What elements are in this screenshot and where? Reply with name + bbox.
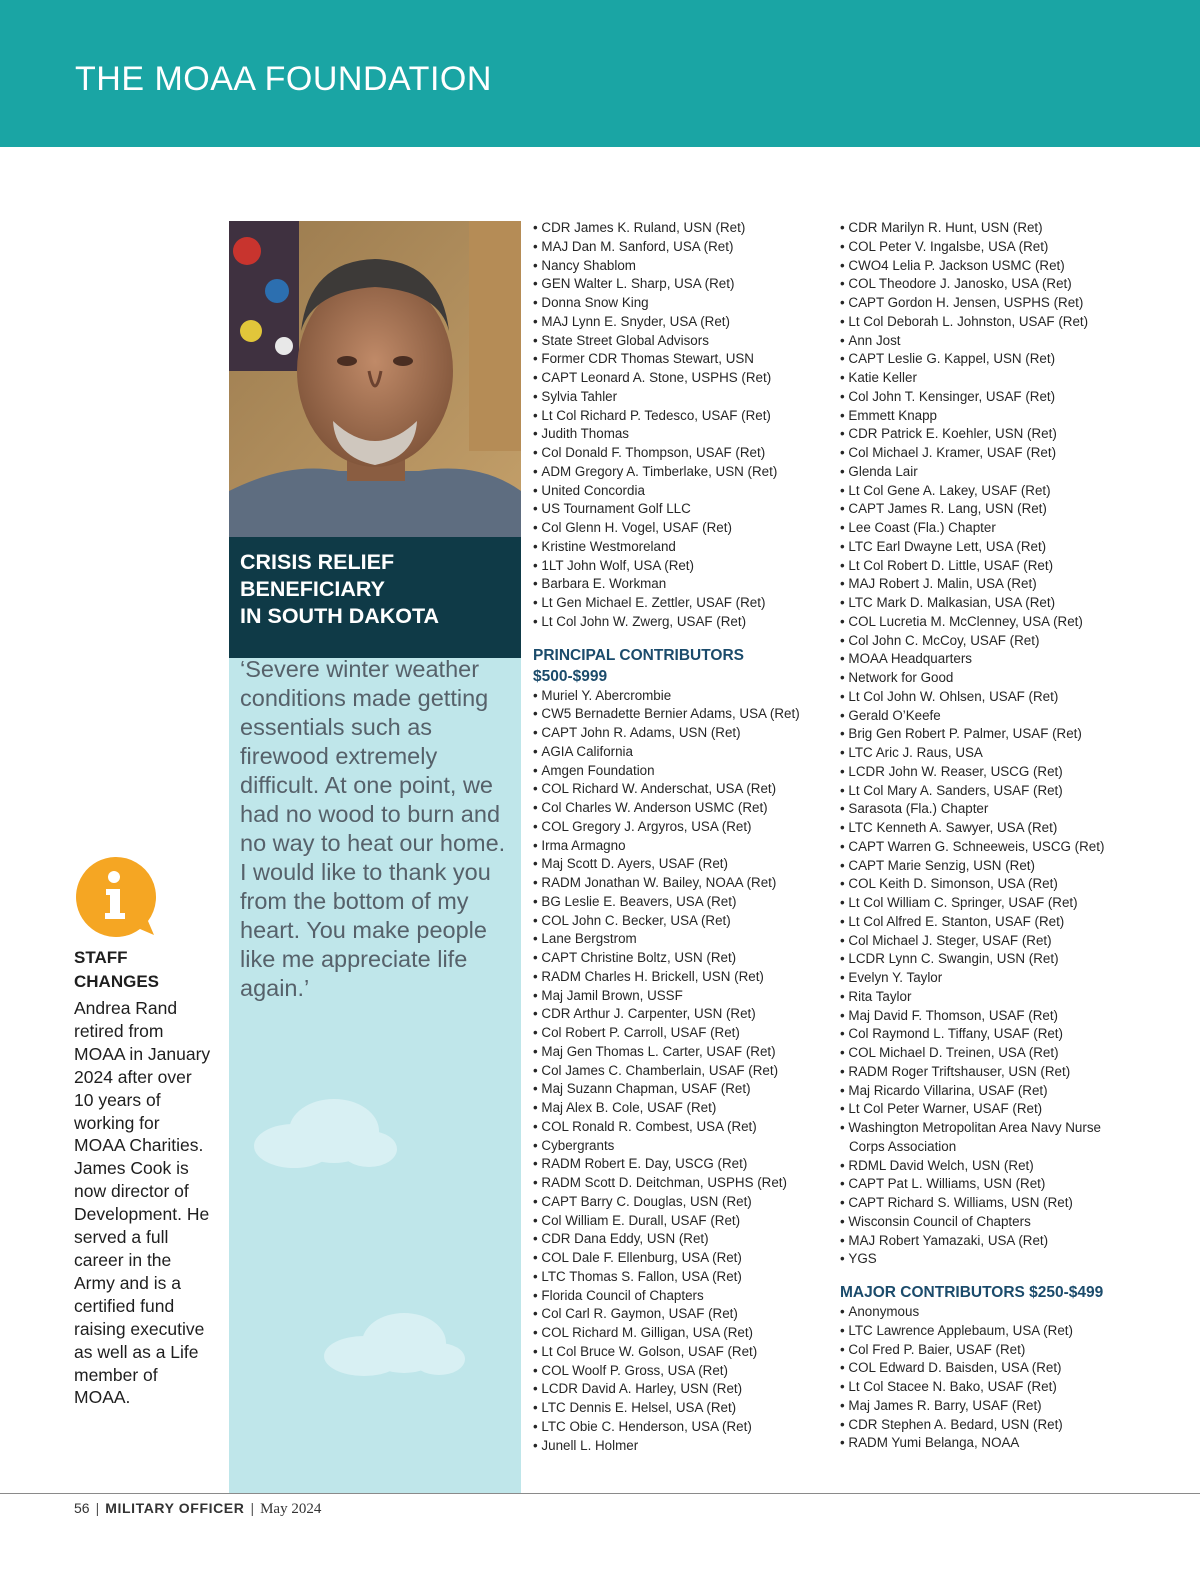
donor-name: • LTC Thomas S. Fallon, USA (Ret) bbox=[533, 1268, 833, 1287]
donor-name: • Maj Alex B. Cole, USAF (Ret) bbox=[533, 1099, 833, 1118]
donor-column-1 bbox=[533, 219, 833, 1455]
donor-name: • Rita Taylor bbox=[840, 988, 1140, 1007]
donor-name: • Gerald O’Keefe bbox=[840, 707, 1140, 726]
donor-list-continued bbox=[533, 219, 833, 632]
principal-contributors-heading bbox=[533, 645, 833, 687]
donor-name: • AGIA California bbox=[533, 743, 833, 762]
donor-name: • Irma Armagno bbox=[533, 837, 833, 856]
donor-name: • LCDR Lynn C. Swangin, USN (Ret) bbox=[840, 950, 1140, 969]
donor-name: • Network for Good bbox=[840, 669, 1140, 688]
donor-name: • COL Richard W. Anderschat, USA (Ret) bbox=[533, 780, 833, 799]
donor-name: • Judith Thomas bbox=[533, 425, 833, 444]
donor-name: • RADM Jonathan W. Bailey, NOAA (Ret) bbox=[533, 874, 833, 893]
donor-name: • CW5 Bernadette Bernier Adams, USA (Ret) bbox=[533, 705, 833, 724]
page-number: 56 bbox=[74, 1500, 90, 1516]
donor-name: • Col Raymond L. Tiffany, USAF (Ret) bbox=[840, 1025, 1140, 1044]
donor-name: • United Concordia bbox=[533, 482, 833, 501]
donor-name: • RADM Scott D. Deitchman, USPHS (Ret) bbox=[533, 1174, 833, 1193]
donor-name: • MOAA Headquarters bbox=[840, 650, 1140, 669]
footer-separator: | bbox=[250, 1500, 255, 1516]
issue-date: May 2024 bbox=[260, 1501, 322, 1517]
caption-line: BENEFICIARY bbox=[240, 577, 385, 601]
donor-name: • CAPT Warren G. Schneeweis, USCG (Ret) bbox=[840, 838, 1140, 857]
principal-contributors-list bbox=[533, 687, 833, 1456]
feature-panel bbox=[229, 221, 521, 1493]
donor-name: • RADM Yumi Belanga, NOAA bbox=[840, 1434, 1140, 1453]
donor-name: • Anonymous bbox=[840, 1303, 1140, 1322]
donor-name: • COL Richard M. Gilligan, USA (Ret) bbox=[533, 1324, 833, 1343]
donor-name: • Col Michael J. Kramer, USAF (Ret) bbox=[840, 444, 1140, 463]
donor-name: • RADM Roger Triftshauser, USN (Ret) bbox=[840, 1063, 1140, 1082]
donor-name: • RDML David Welch, USN (Ret) bbox=[840, 1157, 1140, 1176]
caption-line: IN SOUTH DAKOTA bbox=[240, 604, 440, 628]
donor-name: • COL Gregory J. Argyros, USA (Ret) bbox=[533, 818, 833, 837]
donor-name: • Nancy Shablom bbox=[533, 257, 833, 276]
donor-name: • Kristine Westmoreland bbox=[533, 538, 833, 557]
donor-name: • Maj David F. Thomson, USAF (Ret) bbox=[840, 1007, 1140, 1026]
header-band bbox=[0, 0, 1200, 147]
donor-name: • CDR James K. Ruland, USN (Ret) bbox=[533, 219, 833, 238]
donor-name: • Muriel Y. Abercrombie bbox=[533, 687, 833, 706]
donor-name: • COL Michael D. Treinen, USA (Ret) bbox=[840, 1044, 1140, 1063]
donor-name: • Lt Col William C. Springer, USAF (Ret) bbox=[840, 894, 1140, 913]
footer-separator: | bbox=[95, 1500, 100, 1516]
donor-name: • COL Lucretia M. McClenney, USA (Ret) bbox=[840, 613, 1140, 632]
donor-name: • Lt Col Alfred E. Stanton, USAF (Ret) bbox=[840, 913, 1140, 932]
donor-name: • Lt Col Peter Warner, USAF (Ret) bbox=[840, 1100, 1140, 1119]
donor-name: • CAPT Richard S. Williams, USN (Ret) bbox=[840, 1194, 1140, 1213]
donor-name: • Lt Col Gene A. Lakey, USAF (Ret) bbox=[840, 482, 1140, 501]
donor-name: • LTC Aric J. Raus, USA bbox=[840, 744, 1140, 763]
donor-name: • LCDR David A. Harley, USN (Ret) bbox=[533, 1380, 833, 1399]
donor-name: • CAPT Gordon H. Jensen, USPHS (Ret) bbox=[840, 294, 1140, 313]
donor-name: • Florida Council of Chapters bbox=[533, 1287, 833, 1306]
donor-name: • LTC Earl Dwayne Lett, USA (Ret) bbox=[840, 538, 1140, 557]
beneficiary-photo bbox=[229, 221, 521, 537]
donor-name: • Maj Scott D. Ayers, USAF (Ret) bbox=[533, 855, 833, 874]
donor-name: • Col John T. Kensinger, USAF (Ret) bbox=[840, 388, 1140, 407]
donor-name: • Lt Col John W. Ohlsen, USAF (Ret) bbox=[840, 688, 1140, 707]
donor-name: • ADM Gregory A. Timberlake, USN (Ret) bbox=[533, 463, 833, 482]
donor-name: • Barbara E. Workman bbox=[533, 575, 833, 594]
donor-name: • COL Peter V. Ingalsbe, USA (Ret) bbox=[840, 238, 1140, 257]
donor-name: • Col Fred P. Baier, USAF (Ret) bbox=[840, 1341, 1140, 1360]
donor-name: • COL Dale F. Ellenburg, USA (Ret) bbox=[533, 1249, 833, 1268]
donor-name: • LTC Obie C. Henderson, USA (Ret) bbox=[533, 1418, 833, 1437]
donor-name: • BG Leslie E. Beavers, USA (Ret) bbox=[533, 893, 833, 912]
donor-name: • LTC Kenneth A. Sawyer, USA (Ret) bbox=[840, 819, 1140, 838]
donor-name: • Lee Coast (Fla.) Chapter bbox=[840, 519, 1140, 538]
donor-name: • LTC Mark D. Malkasian, USA (Ret) bbox=[840, 594, 1140, 613]
donor-name: • COL Theodore J. Janosko, USA (Ret) bbox=[840, 275, 1140, 294]
donor-name: • CAPT Pat L. Williams, USN (Ret) bbox=[840, 1175, 1140, 1194]
donor-name: • Emmett Knapp bbox=[840, 407, 1140, 426]
cloud-illustration bbox=[319, 1301, 469, 1381]
donor-name: • LCDR John W. Reaser, USCG (Ret) bbox=[840, 763, 1140, 782]
donor-name: • Lt Col Deborah L. Johnston, USAF (Ret) bbox=[840, 313, 1140, 332]
donor-name: • RADM Robert E. Day, USCG (Ret) bbox=[533, 1155, 833, 1174]
donor-name: • CDR Marilyn R. Hunt, USN (Ret) bbox=[840, 219, 1140, 238]
donor-name: • Lt Col Richard P. Tedesco, USAF (Ret) bbox=[533, 407, 833, 426]
donor-name: • CAPT Leonard A. Stone, USPHS (Ret) bbox=[533, 369, 833, 388]
donor-name: • Maj Jamil Brown, USSF bbox=[533, 987, 833, 1006]
donor-name: • Lt Gen Michael E. Zettler, USAF (Ret) bbox=[533, 594, 833, 613]
donor-name: • RADM Charles H. Brickell, USN (Ret) bbox=[533, 968, 833, 987]
donor-name: • COL Ronald R. Combest, USA (Ret) bbox=[533, 1118, 833, 1137]
donor-name: • Glenda Lair bbox=[840, 463, 1140, 482]
donor-name: • Katie Keller bbox=[840, 369, 1140, 388]
donor-name: • Lane Bergstrom bbox=[533, 930, 833, 949]
donor-name: • MAJ Robert Yamazaki, USA (Ret) bbox=[840, 1232, 1140, 1251]
donor-name: • COL Keith D. Simonson, USA (Ret) bbox=[840, 875, 1140, 894]
donor-name: • CAPT James R. Lang, USN (Ret) bbox=[840, 500, 1140, 519]
donor-name: • Amgen Foundation bbox=[533, 762, 833, 781]
donor-name: • CAPT Marie Senzig, USN (Ret) bbox=[840, 857, 1140, 876]
staff-changes-heading: STAFF CHANGES bbox=[74, 948, 160, 991]
donor-name: • CAPT Leslie G. Kappel, USN (Ret) bbox=[840, 350, 1140, 369]
donor-name: • Lt Col Mary A. Sanders, USAF (Ret) bbox=[840, 782, 1140, 801]
donor-name: • Col Charles W. Anderson USMC (Ret) bbox=[533, 799, 833, 818]
footer-rule bbox=[0, 1493, 1200, 1494]
donor-name: • Brig Gen Robert P. Palmer, USAF (Ret) bbox=[840, 725, 1140, 744]
donor-name: • Col Glenn H. Vogel, USAF (Ret) bbox=[533, 519, 833, 538]
donor-name: • Maj James R. Barry, USAF (Ret) bbox=[840, 1397, 1140, 1416]
magazine-name: MILITARY OFFICER bbox=[105, 1500, 245, 1516]
donor-name: • Evelyn Y. Taylor bbox=[840, 969, 1140, 988]
photo-caption-box bbox=[229, 537, 521, 658]
donor-name: • CDR Patrick E. Koehler, USN (Ret) bbox=[840, 425, 1140, 444]
heading-line: $500-$999 bbox=[533, 667, 608, 685]
donor-name: • CDR Stephen A. Bedard, USN (Ret) bbox=[840, 1416, 1140, 1435]
donor-name: • Junell L. Holmer bbox=[533, 1437, 833, 1456]
donor-name: • Lt Col John W. Zwerg, USAF (Ret) bbox=[533, 613, 833, 632]
heading-line: PRINCIPAL CONTRIBUTORS bbox=[533, 646, 744, 664]
donor-name: • CDR Dana Eddy, USN (Ret) bbox=[533, 1230, 833, 1249]
cloud-illustration bbox=[249, 1091, 399, 1171]
donor-name: • Col Robert P. Carroll, USAF (Ret) bbox=[533, 1024, 833, 1043]
page-footer bbox=[74, 1498, 321, 1519]
donor-name: • Sarasota (Fla.) Chapter bbox=[840, 800, 1140, 819]
donor-name: • Cybergrants bbox=[533, 1137, 833, 1156]
donor-name: • CDR Arthur J. Carpenter, USN (Ret) bbox=[533, 1005, 833, 1024]
donor-name: • Maj Ricardo Villarina, USAF (Ret) bbox=[840, 1082, 1140, 1101]
donor-name: • COL John C. Becker, USA (Ret) bbox=[533, 912, 833, 931]
donor-name: • US Tournament Golf LLC bbox=[533, 500, 833, 519]
donor-name: • GEN Walter L. Sharp, USA (Ret) bbox=[533, 275, 833, 294]
donor-name: • Ann Jost bbox=[840, 332, 1140, 351]
pull-quote: ‘Severe winter weather conditions made getting essentials such as firewood extremely difficult. At one point, we had no wood to burn and no way to heat our home. I would like to thank you from the bottom of my heart. You make people like me appreciate life again.’ bbox=[240, 656, 506, 1001]
donor-name: • MAJ Dan M. Sanford, USA (Ret) bbox=[533, 238, 833, 257]
donor-name: • Donna Snow King bbox=[533, 294, 833, 313]
donor-name: • CAPT Barry C. Douglas, USN (Ret) bbox=[533, 1193, 833, 1212]
donor-name: • Lt Col Bruce W. Golson, USAF (Ret) bbox=[533, 1343, 833, 1362]
donor-name: • Lt Col Stacee N. Bako, USAF (Ret) bbox=[840, 1378, 1140, 1397]
donor-name: • LTC Dennis E. Helsel, USA (Ret) bbox=[533, 1399, 833, 1418]
donor-name: • Wisconsin Council of Chapters bbox=[840, 1213, 1140, 1232]
donor-name: • CWO4 Lelia P. Jackson USMC (Ret) bbox=[840, 257, 1140, 276]
donor-name: • Maj Gen Thomas L. Carter, USAF (Ret) bbox=[533, 1043, 833, 1062]
donor-name: • Lt Col Robert D. Little, USAF (Ret) bbox=[840, 557, 1140, 576]
donor-name: • Col Carl R. Gaymon, USAF (Ret) bbox=[533, 1305, 833, 1324]
donor-name: • Col William E. Durall, USAF (Ret) bbox=[533, 1212, 833, 1231]
donor-name: • COL Edward D. Baisden, USA (Ret) bbox=[840, 1359, 1140, 1378]
donor-name: • MAJ Robert J. Malin, USA (Ret) bbox=[840, 575, 1140, 594]
donor-name: • Col Donald F. Thompson, USAF (Ret) bbox=[533, 444, 833, 463]
staff-changes-body: Andrea Rand retired from MOAA in January 2024 after over 10 years of working for MOAA Charities. James Cook is now director of Development. He served a full career in the Army and is a certified fund raising executive as well as a Life member of MOAA. bbox=[74, 998, 211, 1408]
donor-name: • LTC Lawrence Applebaum, USA (Ret) bbox=[840, 1322, 1140, 1341]
photo-caption bbox=[240, 549, 512, 630]
section-title: THE MOAA FOUNDATION bbox=[75, 60, 492, 98]
donor-name: • Former CDR Thomas Stewart, USN bbox=[533, 350, 833, 369]
donor-name: • Washington Metropolitan Area Navy Nurse Corps Association bbox=[840, 1119, 1124, 1157]
donor-name: • Maj Suzann Chapman, USAF (Ret) bbox=[533, 1080, 833, 1099]
donor-list-continued bbox=[840, 219, 1140, 1269]
donor-name: • 1LT John Wolf, USA (Ret) bbox=[533, 557, 833, 576]
donor-name: • MAJ Lynn E. Snyder, USA (Ret) bbox=[533, 313, 833, 332]
info-icon bbox=[72, 855, 158, 939]
donor-column-2 bbox=[840, 219, 1140, 1453]
caption-line: CRISIS RELIEF bbox=[240, 550, 395, 574]
donor-name: • Col James C. Chamberlain, USAF (Ret) bbox=[533, 1062, 833, 1081]
donor-name: • CAPT John R. Adams, USN (Ret) bbox=[533, 724, 833, 743]
donor-name: • COL Woolf P. Gross, USA (Ret) bbox=[533, 1362, 833, 1381]
donor-name: • YGS bbox=[840, 1250, 1140, 1269]
donor-name: • CAPT Christine Boltz, USN (Ret) bbox=[533, 949, 833, 968]
donor-name: • Col Michael J. Steger, USAF (Ret) bbox=[840, 932, 1140, 951]
donor-name: • State Street Global Advisors bbox=[533, 332, 833, 351]
donor-name: • Col John C. McCoy, USAF (Ret) bbox=[840, 632, 1140, 651]
donor-name: • Sylvia Tahler bbox=[533, 388, 833, 407]
major-contributors-list bbox=[840, 1303, 1140, 1453]
major-contributors-heading: MAJOR CONTRIBUTORS $250-$499 bbox=[840, 1284, 1104, 1301]
